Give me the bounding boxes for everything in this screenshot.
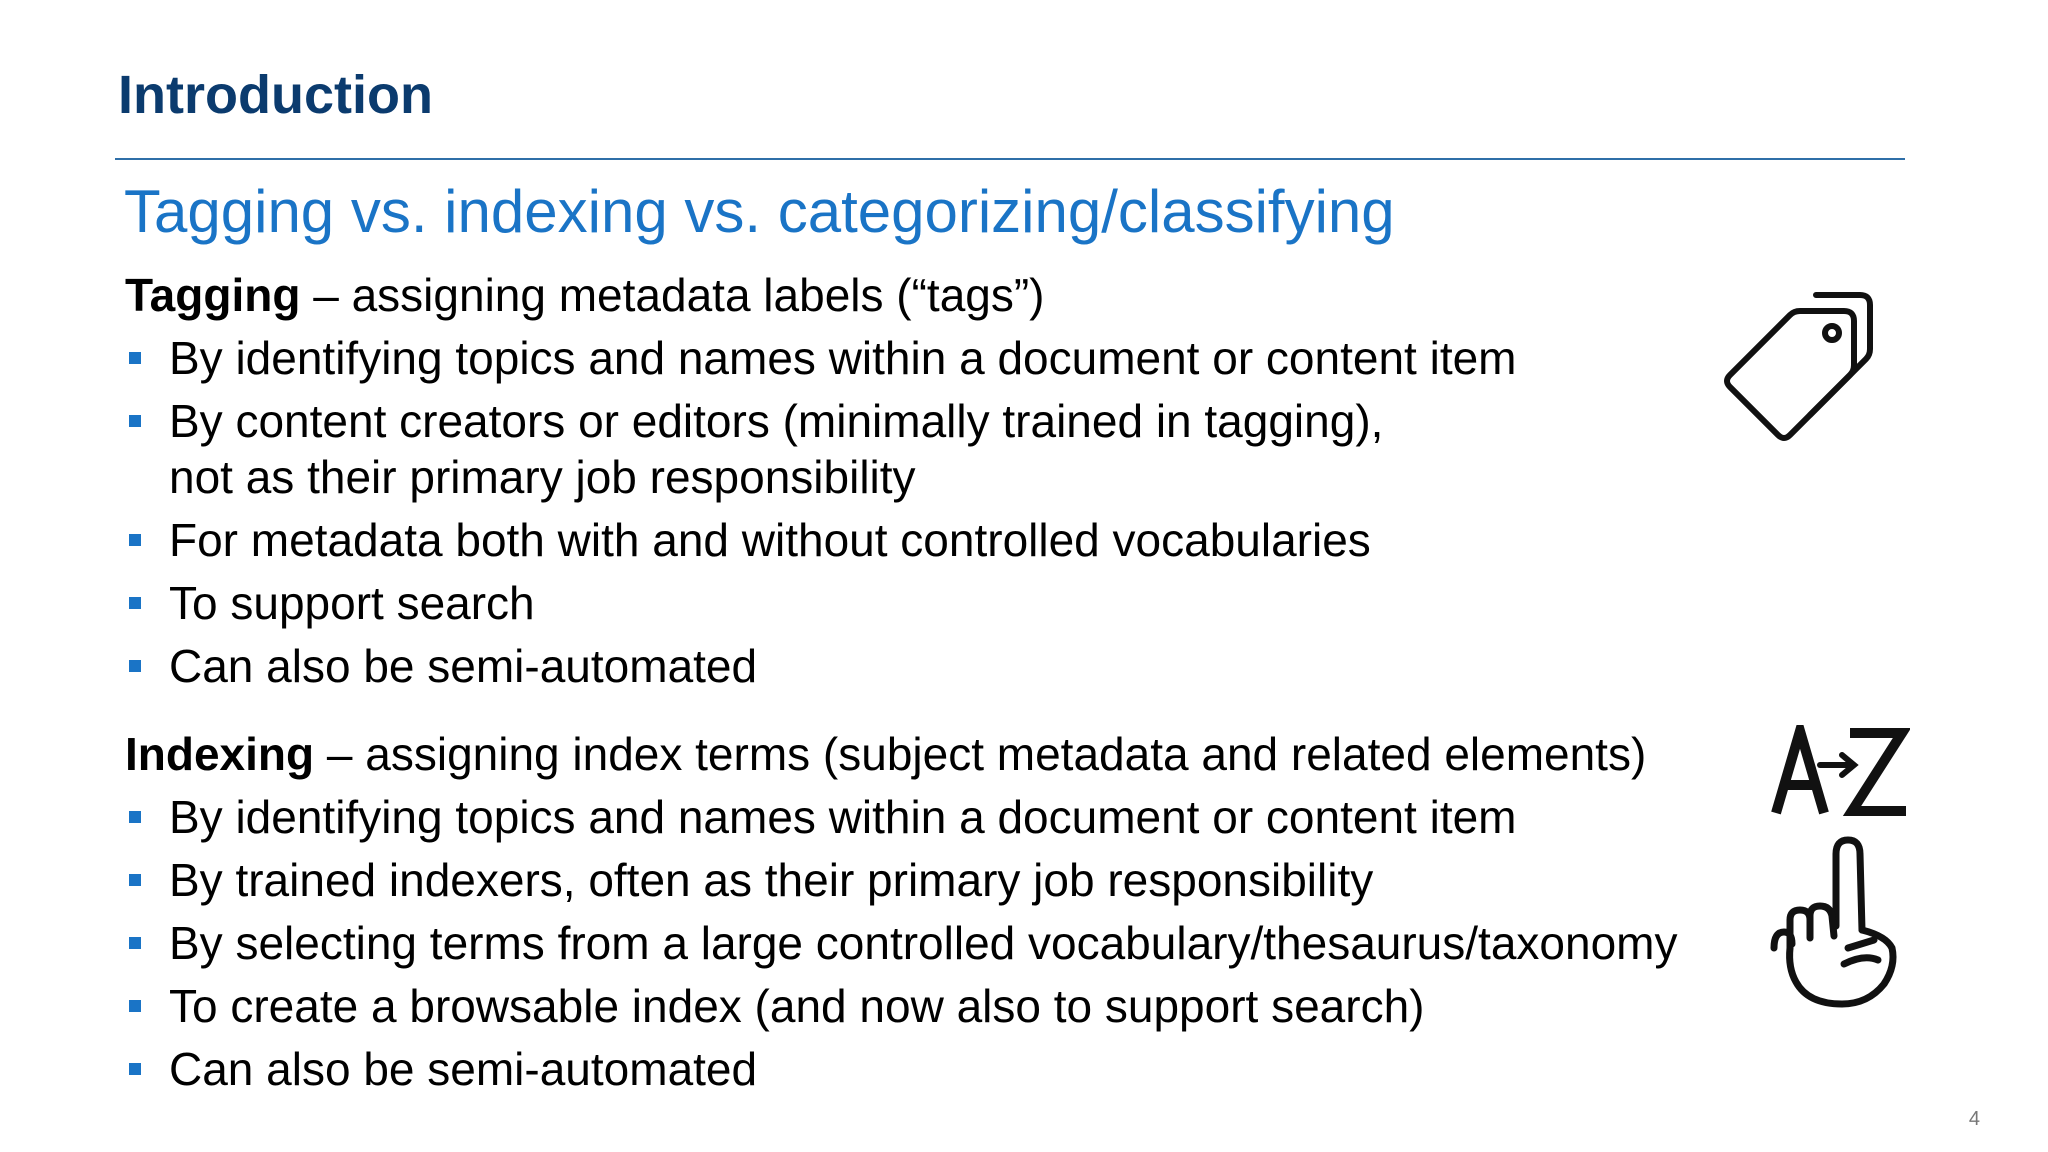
list-item (125, 789, 1677, 845)
list-item (125, 575, 1517, 631)
list-item-text: Can also be semi-automated (169, 1043, 758, 1095)
list-item-text: For metadata both with and without controlled vocabularies (169, 514, 1371, 566)
pointing-finger-icon (1768, 836, 1910, 1008)
list-item-text: By trained indexers, often as their primary job responsibility (169, 854, 1374, 906)
list-item-text: To create a browsable index (and now also to support search) (169, 980, 1425, 1032)
bullet-marker (129, 415, 141, 427)
slide-subtitle: Tagging vs. indexing vs. categorizing/classifying (124, 178, 1395, 245)
list-item (125, 852, 1677, 908)
tag-icon (1720, 285, 1880, 445)
indexing-definition: – assigning index terms (subject metadata and related elements) (314, 728, 1647, 780)
bullet-marker (129, 1063, 141, 1075)
page-number: 4 (1968, 1108, 1980, 1130)
list-item (125, 512, 1517, 568)
list-item-text-continuation: not as their primary job responsibility (169, 451, 916, 503)
a-to-z-icon (1770, 725, 1910, 817)
list-item-text: By selecting terms from a large controlled vocabulary/thesaurus/taxonomy (169, 917, 1678, 969)
indexing-bullet-list (125, 789, 1677, 1104)
title-divider (115, 158, 1905, 160)
list-item-text: By identifying topics and names within a document or content item (169, 332, 1517, 384)
tagging-heading (125, 270, 1045, 321)
slide-title: Introduction (118, 65, 433, 125)
list-item (125, 393, 1517, 505)
list-item-text: By identifying topics and names within a document or content item (169, 791, 1517, 843)
bullet-marker (129, 1000, 141, 1012)
tagging-term: Tagging (125, 269, 301, 321)
list-item (125, 915, 1677, 971)
list-item (125, 330, 1517, 386)
list-item (125, 1041, 1677, 1097)
bullet-marker (129, 660, 141, 672)
tagging-bullet-list (125, 330, 1517, 701)
bullet-marker (129, 874, 141, 886)
bullet-marker (129, 352, 141, 364)
indexing-term: Indexing (125, 728, 315, 780)
bullet-marker (129, 937, 141, 949)
tagging-definition: – assigning metadata labels (“tags”) (300, 269, 1045, 321)
indexing-heading (125, 729, 1646, 780)
list-item (125, 978, 1677, 1034)
bullet-marker (129, 811, 141, 823)
list-item-text: By content creators or editors (minimally trained in tagging), (169, 395, 1384, 447)
list-item-text: To support search (169, 577, 535, 629)
bullet-marker (129, 597, 141, 609)
list-item-text: Can also be semi-automated (169, 640, 758, 692)
list-item (125, 638, 1517, 694)
bullet-marker (129, 534, 141, 546)
